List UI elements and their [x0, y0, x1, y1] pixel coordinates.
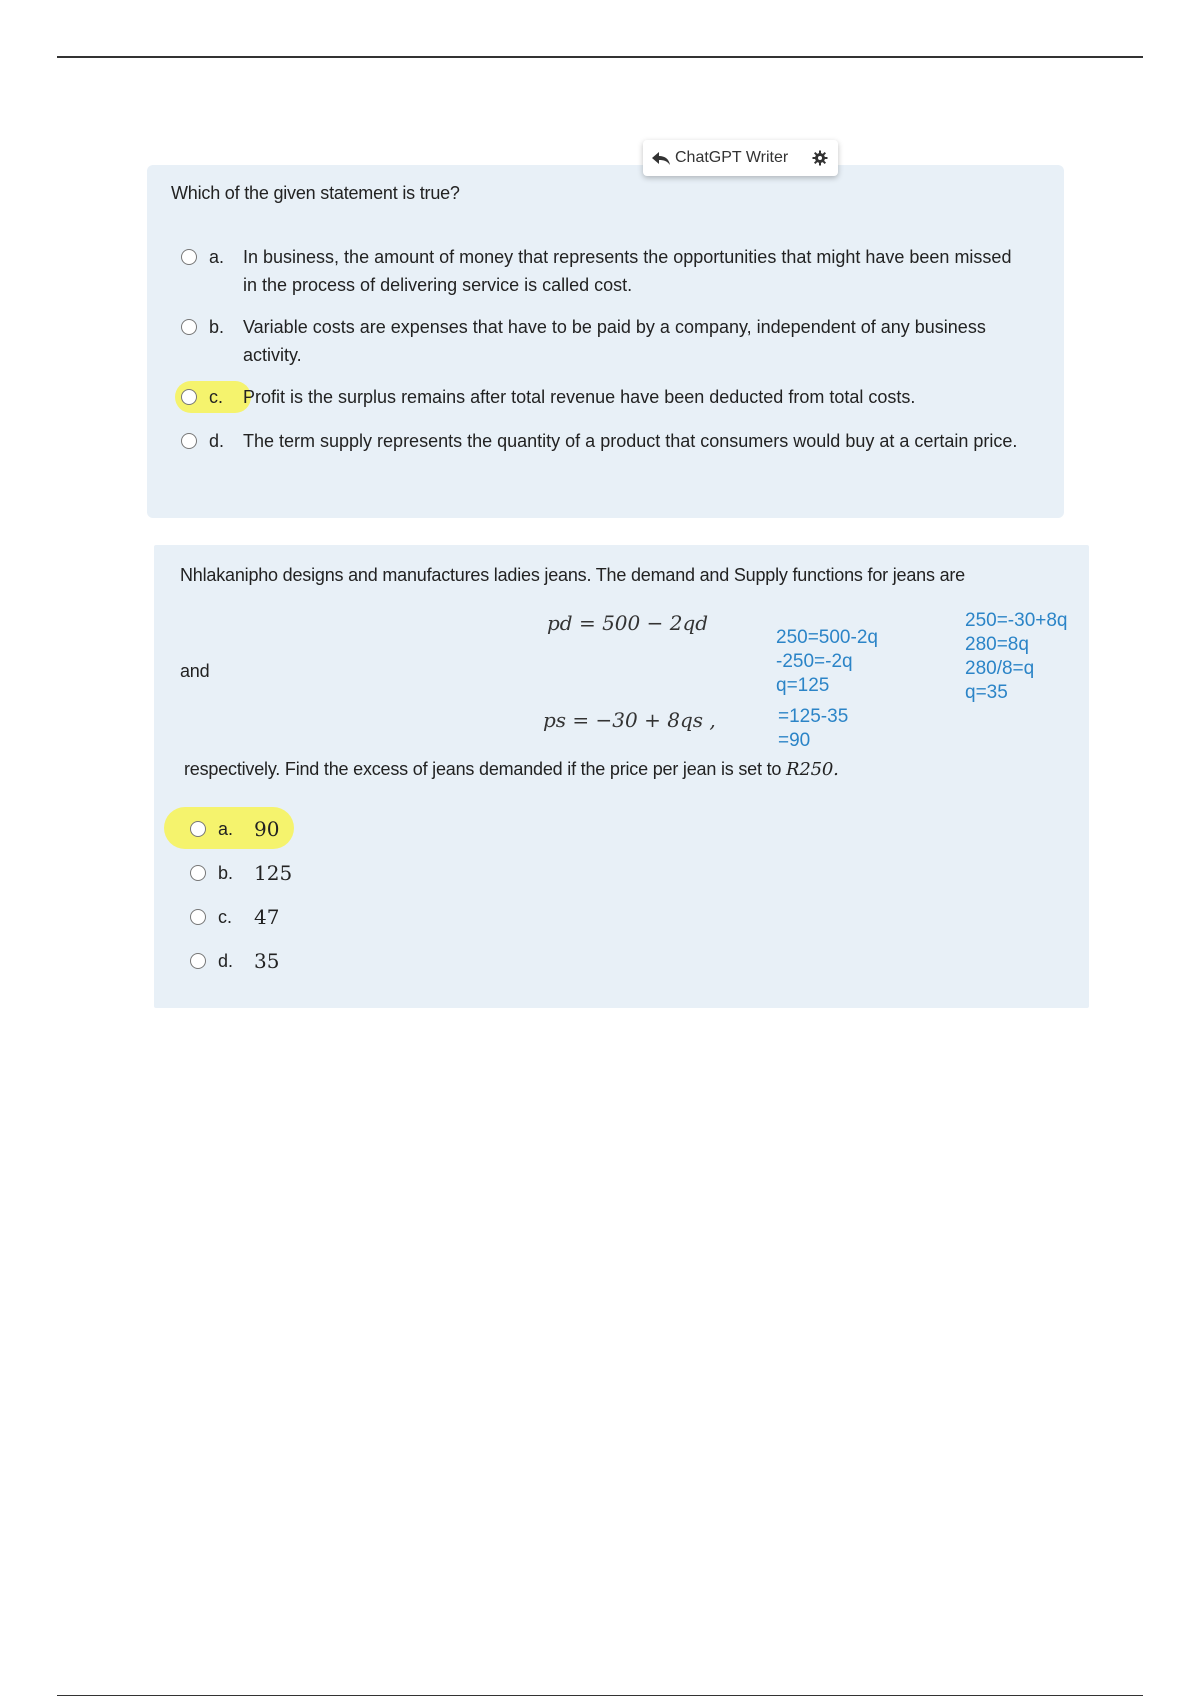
and-label: and: [180, 661, 210, 681]
question-card-2: [154, 545, 1089, 1008]
question-2-prompt: Nhlakanipho designs and manufactures ladies jeans. The demand and Supply functions for jeans are: [180, 565, 965, 585]
option-text: 35: [254, 949, 280, 973]
handwritten-notes-supply: 250=-30+8q 280=8q 280/8=q q=35: [965, 610, 1068, 703]
question-card-1: [147, 165, 1064, 518]
option-c[interactable]: [181, 383, 1021, 411]
option-letter: c.: [218, 907, 233, 927]
option-letter: c.: [209, 387, 224, 407]
option-letter: d.: [209, 431, 225, 451]
option-a[interactable]: [190, 815, 279, 843]
gear-icon[interactable]: [812, 150, 828, 166]
option-text: Variable costs are expenses that have to be paid by a company, independent of any business activity.: [243, 317, 986, 365]
option-c[interactable]: [190, 903, 279, 931]
option-letter: b.: [218, 863, 234, 883]
option-text: 47: [254, 905, 280, 929]
radio-button[interactable]: [181, 389, 197, 405]
option-b[interactable]: [190, 859, 292, 887]
option-letter: d.: [218, 951, 234, 971]
handwritten-notes-difference: =125-35 =90: [778, 706, 849, 751]
reply-arrow-icon[interactable]: [651, 150, 671, 166]
option-b[interactable]: [181, 313, 1021, 369]
demand-equation: pd = 500 − 2qd: [547, 611, 709, 635]
option-letter: b.: [209, 317, 225, 337]
question-1-prompt: Which of the given statement is true?: [171, 183, 460, 203]
widget-label[interactable]: ChatGPT Writer: [675, 149, 789, 166]
chatgpt-writer-widget[interactable]: [643, 140, 838, 176]
option-text: 125: [254, 861, 293, 885]
handwritten-notes-demand: 250=500-2q -250=-2q q=125: [776, 627, 878, 696]
option-letter: a.: [218, 819, 234, 839]
radio-button[interactable]: [190, 953, 206, 969]
option-a[interactable]: [181, 243, 1021, 299]
option-d[interactable]: [190, 947, 279, 975]
option-text: The term supply represents the quantity of a product that consumers would buy at a certain price.: [243, 431, 1018, 451]
question-2-closing: respectively. Find the excess of jeans demanded if the price per jean is set to R250.: [184, 759, 839, 780]
top-rule: [57, 56, 1143, 58]
option-d[interactable]: [181, 427, 1021, 455]
option-letter: a.: [209, 247, 225, 267]
radio-button[interactable]: [190, 821, 206, 837]
radio-button[interactable]: [181, 319, 197, 335]
supply-equation: ps = −30 + 8qs ,: [543, 708, 716, 732]
option-text: 90: [254, 817, 280, 841]
bottom-rule: [57, 1695, 1143, 1696]
radio-button[interactable]: [181, 433, 197, 449]
option-text: In business, the amount of money that represents the opportunities that might have been missed in the process of delivering service is called cost.: [243, 247, 1012, 295]
radio-button[interactable]: [190, 865, 206, 881]
radio-button[interactable]: [181, 249, 197, 265]
radio-button[interactable]: [190, 909, 206, 925]
option-text: Profit is the surplus remains after total revenue have been deducted from total costs.: [243, 387, 916, 407]
